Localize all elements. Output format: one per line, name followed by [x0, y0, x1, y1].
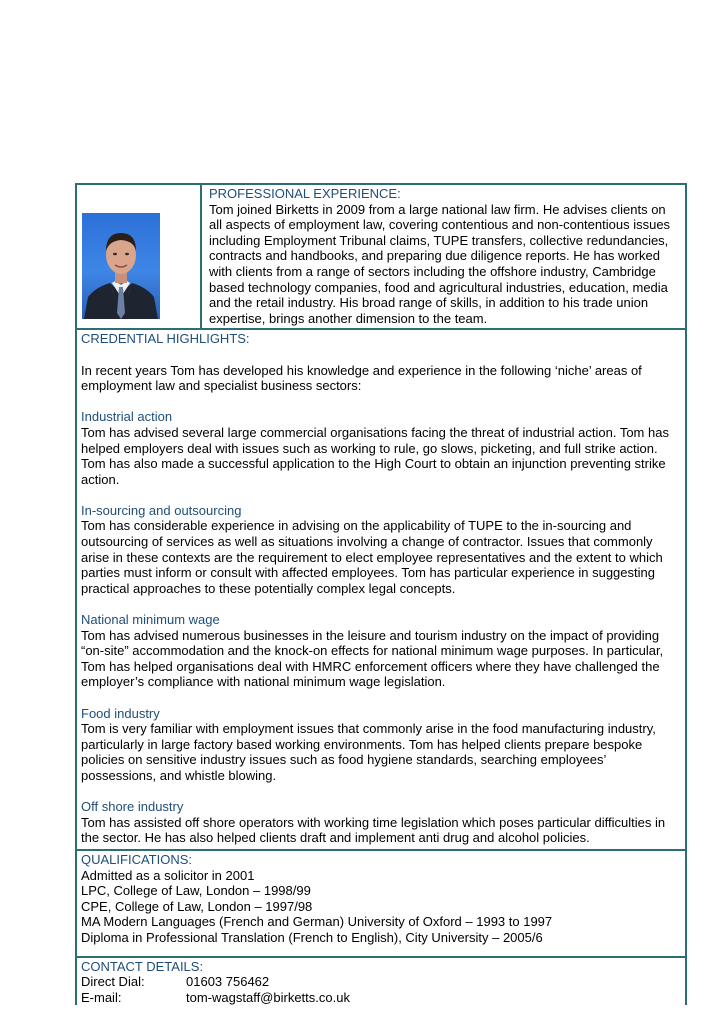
section-text-industrial-action: Tom has advised several large commercial organisations facing the threat of industrial action. Tom has helped employers deal with issues such as working to rule, go slows, picketing, and full strike action. Tom has also made a successful application to the High Court to obtain an injunction preventing strike action.	[81, 424, 669, 487]
qualifications-heading: QUALIFICATIONS:	[81, 851, 192, 867]
section-text-minimum-wage: Tom has advised numerous businesses in the leisure and tourism industry on the impact of providing “on-site” accommodation and the knock-on effects for national minimum wage purposes. In particular, Tom has helped organisations deal with HMRC enforcement officers where they have challenged the employer’s compliance with national minimum wage legislation.	[81, 627, 664, 690]
qualification-item: Diploma in Professional Translation (French to English), City University – 2005/6	[81, 929, 543, 945]
contact-row	[77, 958, 685, 1006]
email-label: E-mail:	[81, 989, 122, 1005]
section-title-industrial-action: Industrial action	[81, 409, 173, 425]
photo-cell	[77, 185, 202, 328]
section-text-food-industry: Tom is very familiar with employment issues that commonly arise in the food manufacturing industry, particularly in large factory based working environments. Tom has helped clients prepare bespoke policies on sensitive industry issues such as food hygiene standards, searching employees’ possessions, and whistle blowing.	[81, 721, 656, 783]
credentials-row	[77, 330, 685, 851]
direct-dial-row	[81, 974, 681, 990]
experience-row	[77, 185, 685, 330]
experience-text: Tom joined Birketts in 2009 from a large national law firm. He advises clients on all aspects of employment law, covering contentious and non-contentious issues including Employment Tribunal claims, TUPE transfers, collective redundancies, contracts and handbooks, and preparing due diligence reports. He has worked with clients from a range of sectors including the offshore industry, Cambridge based technology companies, food and agricultural industries, education, media and the retail industry. His broad range of skills, in addition to his trade union expertise, brings another dimension to the team.	[209, 201, 671, 326]
section-title-food-industry: Food industry	[81, 705, 160, 721]
direct-dial-label: Direct Dial:	[81, 974, 145, 990]
qualifications-row	[77, 851, 685, 958]
person-portrait-icon	[82, 213, 160, 319]
qualification-item: Admitted as a solicitor in 2001	[81, 867, 255, 883]
section-title-minimum-wage: National minimum wage	[81, 612, 220, 628]
profile-photo	[82, 213, 160, 319]
section-text-insourcing: Tom has considerable experience in advising on the applicability of TUPE to the in-sourcing and outsourcing of services as well as situations involving a change of contractor. Issues that commonly arise in these contexts are the requirement to elect employee representatives and the extent to which parties must inform or consult with affected employees. Tom has particular experience in suggesting practical approaches to these potentially complex legal concepts.	[81, 518, 663, 596]
qualification-item: LPC, College of Law, London – 1998/99	[81, 883, 311, 899]
direct-dial-value: 01603 756462	[186, 974, 270, 990]
cv-table	[75, 183, 687, 1005]
section-title-insourcing: In-sourcing and outsourcing	[81, 502, 242, 518]
email-row	[81, 990, 681, 1006]
qualification-item: MA Modern Languages (French and German) University of Oxford – 1993 to 1997	[81, 914, 553, 930]
credentials-heading: CREDENTIAL HIGHLIGHTS:	[81, 331, 250, 347]
experience-cell	[202, 185, 685, 328]
credentials-intro: In recent years Tom has developed his knowledge and experience in the following ‘niche’ areas of employment law and specialist business sectors:	[81, 362, 642, 394]
experience-heading: PROFESSIONAL EXPERIENCE:	[209, 186, 401, 201]
section-title-offshore: Off shore industry	[81, 799, 184, 815]
section-text-offshore: Tom has assisted off shore operators with working time legislation which poses particular difficulties in the sector. He has also helped clients draft and implement anti drug and alcohol policies.	[81, 814, 666, 846]
qualification-item: CPE, College of Law, London – 1997/98	[81, 898, 313, 914]
contact-heading: CONTACT DETAILS:	[81, 958, 204, 974]
email-value: tom-wagstaff@birketts.co.uk	[186, 989, 350, 1005]
